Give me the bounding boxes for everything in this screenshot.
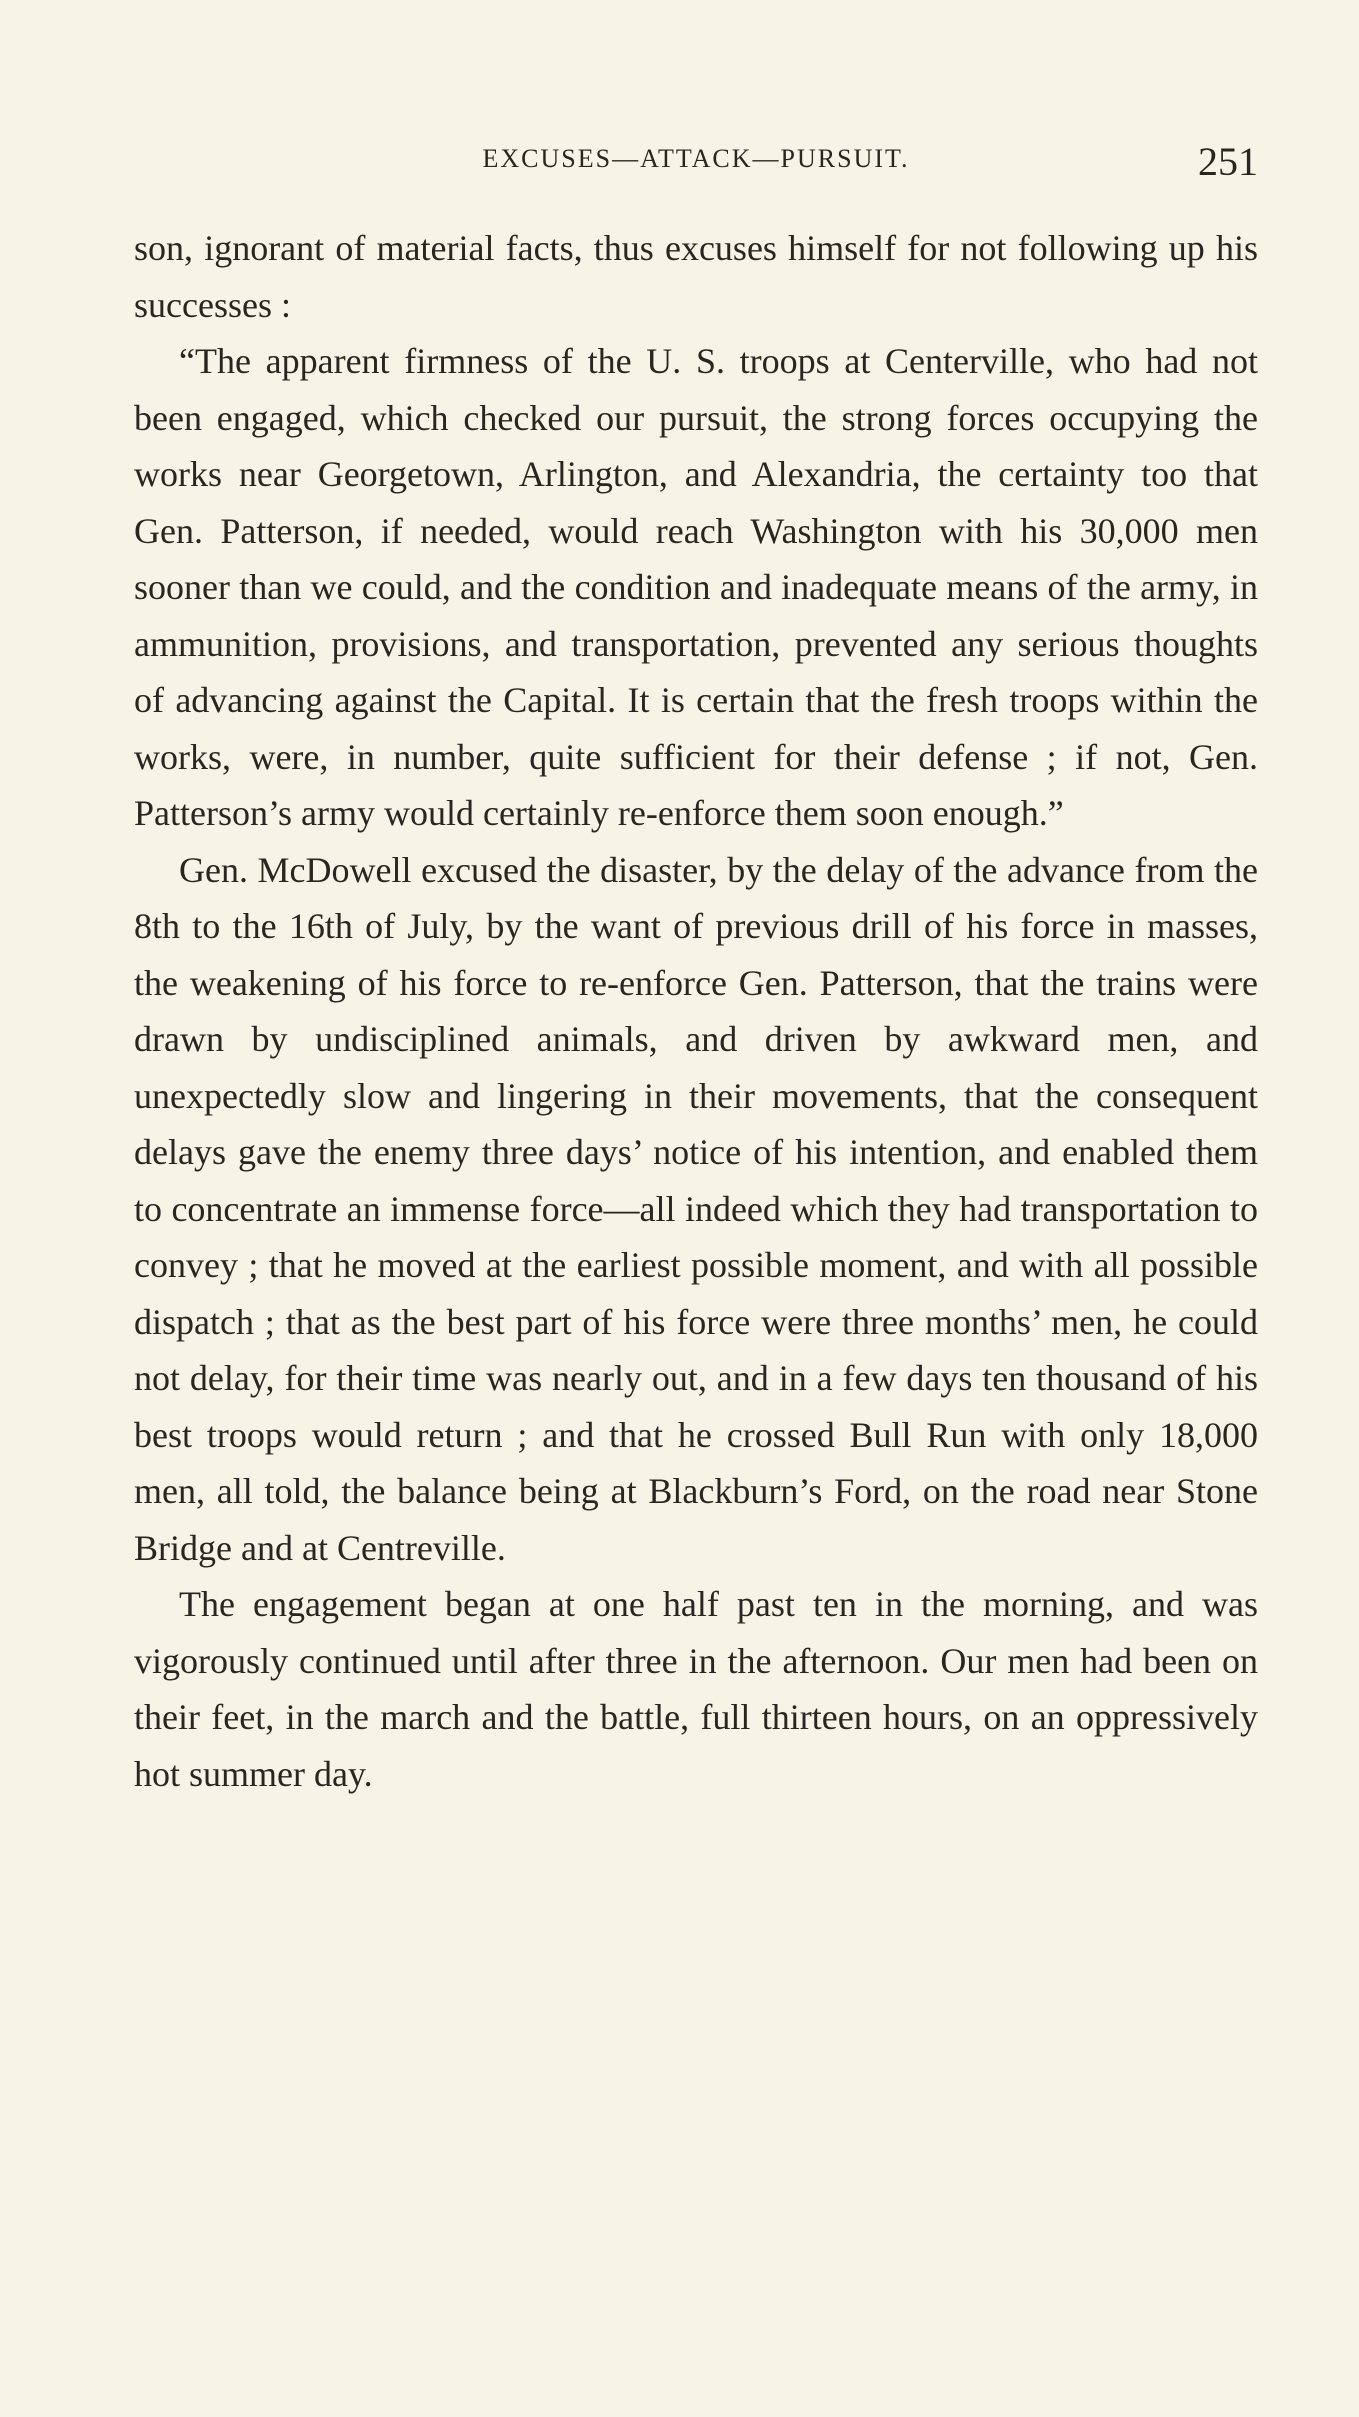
page-number: 251 (1198, 139, 1258, 184)
paragraph-engagement: The engagement began at one half past ten in the morning, and was vigorously continued until after three in the afternoon. Our men had been on their feet, in the march and the battle, full thirteen hours, on an oppressively hot summer day. (134, 1584, 1258, 1794)
paragraph-mcdowell: Gen. McDowell excused the disaster, by the delay of the advance from the 8th to the 16th of July, by the want of previous drill of his force in masses, the weakening of his force to re-enforce Gen. Patterson, that the trains were drawn by undisciplined animals, and driven by awkward men, and unexpectedly slow and lingering in their movements, that the consequent delays gave the enemy three days’ notice of his intention, and enabled them to concentrate an immense force—all indeed which they had transportation to convey ; that he moved at the earliest possible moment, and with all possible dispatch ; that as the best part of his force were three months’ men, he could not delay, for their time was nearly out, and in a few days ten thousand of his best troops would return ; and that he crossed Bull Run with only 18,000 men, all told, the balance being at Blackburn’s Ford, on the road near Stone Bridge and at Centreville. (134, 849, 1258, 1568)
page-header (134, 138, 1258, 188)
paragraph-quotation: “The apparent firmness of the U. S. troops at Centerville, who had not been engaged, which checked our pursuit, the strong forces occupying the works near Georgetown, Arlington, and Alexandria, the certainty too that Gen. Patterson, if needed, would reach Washington with his 30,000 men sooner than we could, and the condition and inadequate means of the army, in ammunition, provisions, and transportation, prevented any serious thoughts of advancing against the Capital. It is certain that the fresh troops within the works, were, in number, quite sufficient for their defense ; if not, Gen. Patterson’s army would certainly re-enforce them soon enough.” (134, 341, 1258, 833)
running-head: EXCUSES—ATTACK—PURSUIT. (482, 144, 910, 173)
paragraph-continuation: son, ignorant of material facts, thus excuses himself for not following up his successes : (134, 228, 1258, 325)
body-text (134, 220, 1258, 1802)
